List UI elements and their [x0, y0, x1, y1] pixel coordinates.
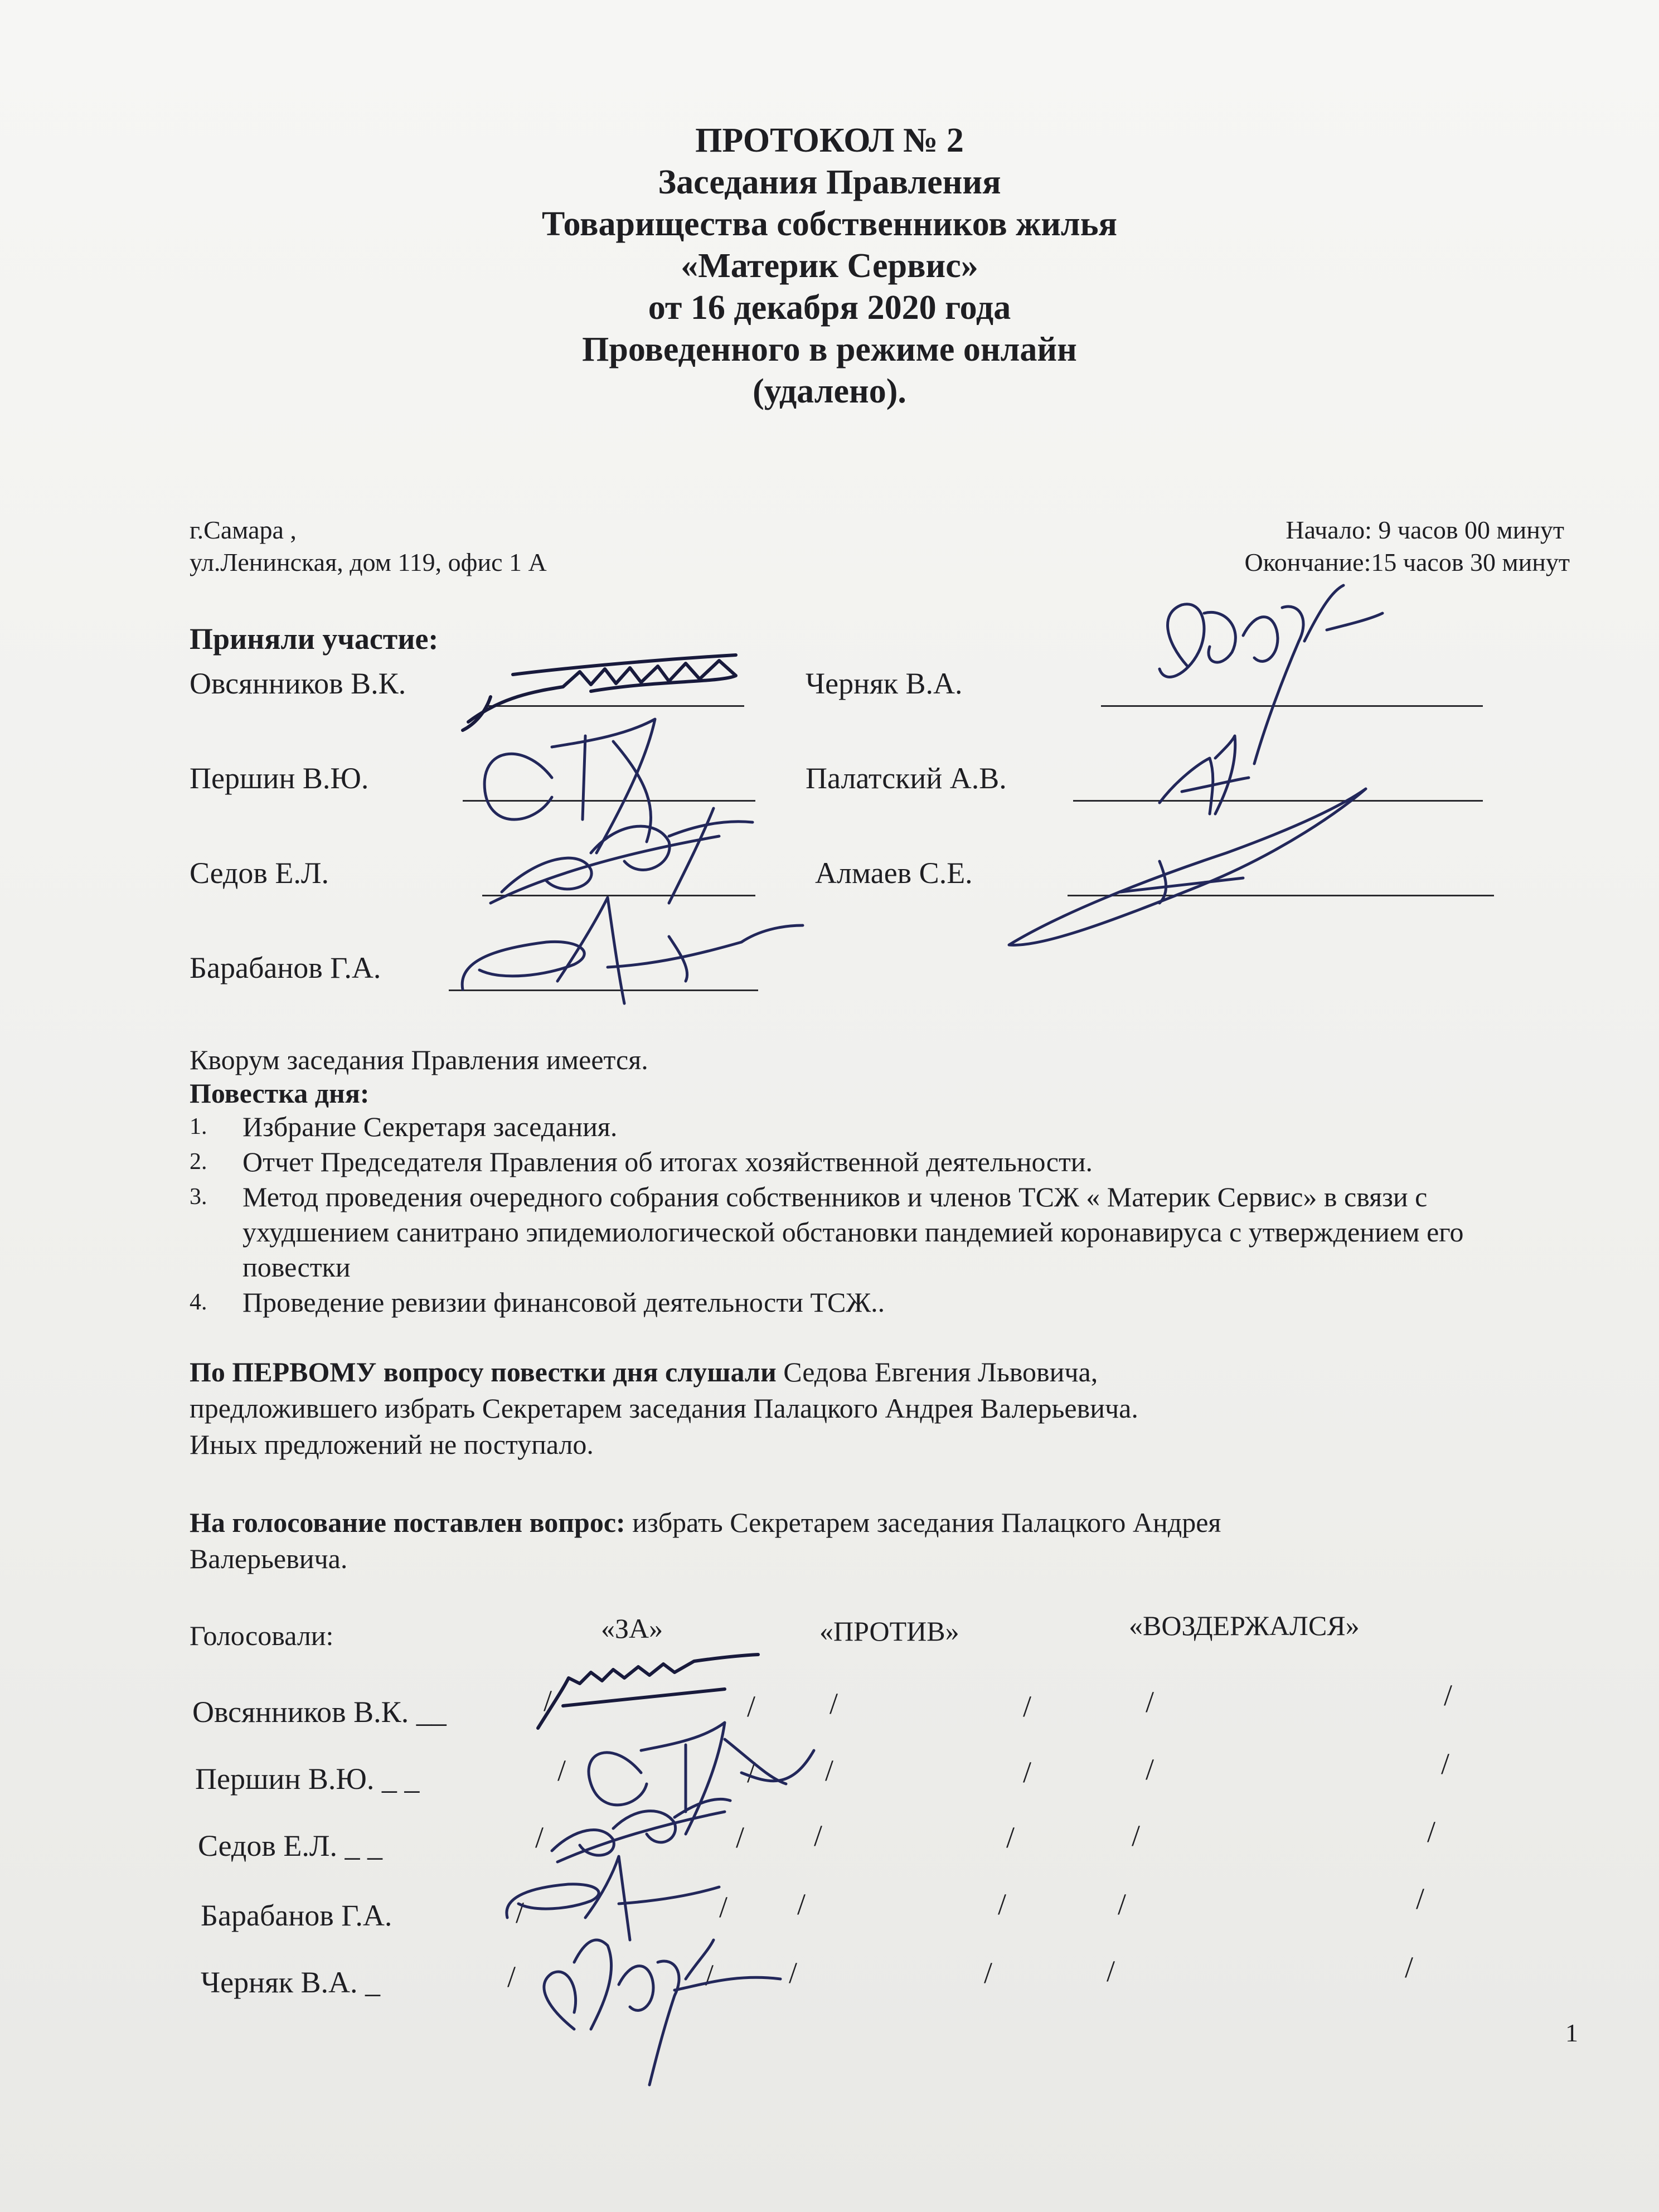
signature-almaev	[1009, 789, 1366, 945]
title-line-5: Проведенного в режиме онлайн	[582, 331, 1077, 368]
title-line-4: от 16 декабря 2020 года	[648, 289, 1011, 327]
agenda-text: Проведение ревизии финансовой деятельности ТСЖ..	[242, 1287, 885, 1318]
address: ул.Ленинская, дом 119, офис 1 А	[190, 548, 547, 576]
vote-question-text: избрать Секретарем заседания Палацкого Андрея	[625, 1507, 1221, 1538]
page-number: 1	[1565, 2019, 1578, 2047]
first-question-no-other: Иных предложений не поступало.	[190, 1429, 594, 1460]
signature-ovsyannikov	[463, 655, 736, 730]
participant-palatsky: Палатский А.В.	[806, 761, 1007, 795]
participant-barabanov: Барабанов Г.А.	[190, 951, 381, 984]
first-question-proposal: предложившего избрать Секретарем заседания Палацкого Андрея Валерьевича.	[190, 1393, 1138, 1424]
agenda-number: 3.	[190, 1184, 207, 1210]
agenda-text: Избрание Секретаря заседания.	[242, 1111, 618, 1142]
quorum-statement: Кворум заседания Правления имеется.	[190, 1044, 648, 1075]
participant-almaev: Алмаев С.Е.	[815, 856, 973, 890]
participants-heading: Приняли участие:	[190, 622, 439, 656]
signature-barabanov	[462, 898, 803, 1003]
agenda-text: Отчет Председателя Правления об итогах хозяйственной деятельности.	[242, 1146, 1093, 1177]
agenda-number: 1.	[190, 1114, 207, 1139]
city: г.Самара ,	[190, 516, 297, 544]
column-for: «ЗА»	[601, 1613, 663, 1644]
vote-row-ovsyannikov: Овсянников В.К. __	[192, 1695, 447, 1729]
agenda-number: 2.	[190, 1149, 207, 1175]
voting-label: Голосовали:	[190, 1620, 334, 1651]
signature-sedov	[491, 808, 753, 903]
vote-row-sedov: Седов Е.Л. _ _	[198, 1829, 383, 1862]
end-time: Окончание:15 часов 30 минут	[1244, 548, 1570, 576]
vote-signature-barabanov	[507, 1856, 719, 1940]
participant-chernyak: Черняк В.А.	[806, 667, 963, 700]
vote-signature-chernyak	[544, 1940, 780, 2085]
signature-pershin	[484, 719, 655, 853]
vote-row-pershin: Першин В.Ю. _ _	[195, 1762, 420, 1796]
column-abstain: «ВОЗДЕРЖАЛСЯ»	[1129, 1610, 1360, 1641]
signature-chernyak	[1160, 585, 1382, 764]
title-line-1: Заседания Правления	[658, 163, 1001, 201]
start-time: Начало: 9 часов 00 минут	[1286, 516, 1564, 544]
first-question-lead: По ПЕРВОМУ вопросу повестки дня слушали	[190, 1356, 777, 1388]
column-against: «ПРОТИВ»	[819, 1616, 959, 1647]
agenda-text: Метод проведения очередного собрания собственников и членов ТСЖ « Материк Сервис» в связи с ухудшением санитрано эпидемиологической обстановки пандемией коронавируса с утверждением его повестки	[242, 1181, 1464, 1283]
participant-pershin: Першин В.Ю.	[190, 761, 369, 795]
vote-signature-ovsyannikov	[538, 1655, 758, 1728]
signature-palatsky	[1160, 736, 1249, 814]
vote-row-barabanov: Барабанов Г.А.	[201, 1899, 392, 1932]
vote-signature-sedov	[552, 1799, 730, 1862]
vote-question-text-2: Валерьевича.	[190, 1543, 348, 1574]
vote-row-chernyak: Черняк В.А. _	[201, 1966, 381, 1999]
title-line-3: «Материк Сервис»	[681, 247, 978, 285]
participant-sedov: Седов Е.Л.	[190, 856, 329, 890]
protocol-title: ПРОТОКОЛ № 2	[695, 122, 964, 159]
participant-ovsyannikov: Овсянников В.К.	[190, 667, 406, 700]
first-question-speaker: Седова Евгения Львовича,	[776, 1356, 1098, 1388]
title-line-2: Товарищества собственников жилья	[541, 205, 1118, 243]
title-line-6: (удалено).	[753, 372, 906, 410]
vote-question-lead: На голосование поставлен вопрос:	[190, 1507, 625, 1538]
agenda-number: 4.	[190, 1289, 207, 1315]
document-page: ПРОТОКОЛ № 2 Заседания Правления Товарищества собственников жилья «Материк Сервис» от 16 декабря 2020 года Проведенного в режиме онлайн (удалено). г.Самара , ул.Ленинская, дом 119, офис 1 А Начало: 9 часов 00 минут Окончание:15 часов 30 минут Приняли участие: Овсянников В.К. Черняк В.А. Першин В.Ю. Палатский А.В. Седов Е.Л. Алмаев С.Е. Барабанов Г.А. Кворум заседания Правления имеется. Повестка дня: 1. Избрание Секретаря заседания. 2. Отчет Председателя Правления об итогах хозяйственной деятельности. 3. Метод проведения очередного собрания собственников и членов ТСЖ « Материк Сервис» в связи с ухудшением санитрано эпидемиологической обстановки пандемией коронавируса с утверждением его повестки 4. Проведение ревизии финансовой деятельности ТСЖ.. По ПЕРВОМУ вопросу повестки дня слушали Седова Евгения Львовича, предложившего избрать Секретарем заседания Палацкого Андрея Валерьевича. Иных предложений не поступало. На голосование поставлен вопрос: избрать Секретарем заседания Палацкого Андрея Валерьевича. Голосовали: «ЗА» «ПРОТИВ» «ВОЗДЕРЖАЛСЯ» Овсянников В.К. __ Першин В.Ю. _ _ Седов Е.Л. _ _ Барабанов Г.А. Черняк В.А. _ / / / / / / / / / / / / / / / / / / / / / / / / / / / / / / 1	[0, 0, 1659, 2212]
agenda-heading: Повестка дня:	[190, 1078, 370, 1109]
